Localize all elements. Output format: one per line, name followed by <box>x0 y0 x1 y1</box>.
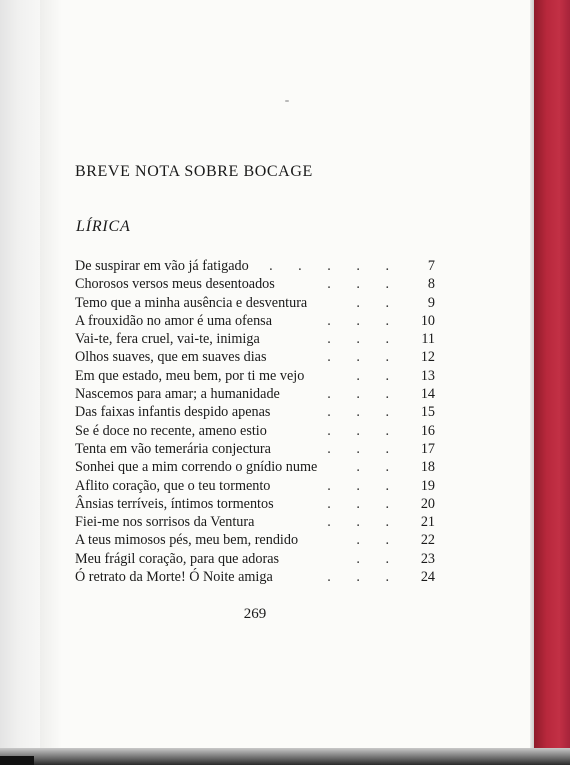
toc-dot-leader: . . . <box>327 312 400 329</box>
toc-entry <box>75 495 435 513</box>
toc-entry-page-number: 24 <box>420 569 435 586</box>
toc-dot-leader: . . . <box>327 276 400 293</box>
subsection-title: LÍRICA <box>76 218 131 235</box>
toc-entry <box>75 458 435 476</box>
toc-entry-title: Chorosos versos meus desentoados <box>75 276 275 293</box>
toc-dot-leader: . . <box>356 294 400 311</box>
toc-entry-title: Das faixas infantis despido apenas <box>75 404 271 421</box>
toc-entry-title: Temo que a minha ausência e desventura <box>75 294 308 311</box>
toc-entry-page-number: 12 <box>420 349 435 366</box>
toc-dot-leader: . . . <box>327 440 400 457</box>
toc-entry-page-number: 19 <box>420 477 435 494</box>
toc-entry <box>75 513 435 531</box>
toc-entry-title: Ânsias terríveis, íntimos tormentos <box>75 495 274 512</box>
toc-entry <box>75 257 435 275</box>
toc-entry-page-number: 20 <box>420 495 435 512</box>
toc-dot-leader: . . . <box>327 495 400 512</box>
toc-entry-title: A frouxidão no amor é uma ofensa <box>75 312 272 329</box>
toc-entry <box>75 550 435 568</box>
toc-entry-title: Tenta em vão temerária conjectura <box>75 440 271 457</box>
toc-dot-leader: . . <box>356 367 400 384</box>
toc-entry-title: De suspirar em vão já fatigado <box>75 258 249 274</box>
toc-dot-leader: . . . <box>327 386 400 403</box>
toc-entry-page-number: 16 <box>420 422 435 439</box>
scan-bottom-edge <box>0 748 570 765</box>
toc-dot-leader: . . . <box>327 404 400 421</box>
toc-entry-page-number: 7 <box>427 258 435 274</box>
toc-dot-leader: . . <box>356 532 400 549</box>
toc-entry-page-number: 18 <box>420 459 435 476</box>
toc-entry <box>75 312 435 330</box>
toc-dot-leader: . . <box>356 459 400 476</box>
toc-entry-page-number: 23 <box>420 550 435 567</box>
toc-entry-page-number: 8 <box>427 276 435 293</box>
toc-entry-page-number: 21 <box>420 514 435 531</box>
section-title: BREVE NOTA SOBRE BOCAGE <box>75 163 313 180</box>
toc-entry-title: A teus mimosos pés, meu bem, rendido <box>75 532 299 549</box>
toc-dot-leader: . . . <box>327 569 400 586</box>
toc-entry <box>75 367 435 385</box>
toc-entry-title: Meu frágil coração, para que adoras <box>75 550 280 567</box>
toc-entry-title: Sonhei que a mim correndo o gnídio nume <box>75 459 318 476</box>
toc-entry <box>75 348 435 366</box>
toc-dot-leader: . . . <box>327 514 400 531</box>
gutter-shadow <box>40 0 62 765</box>
toc-entry <box>75 275 435 293</box>
table-of-contents <box>75 257 435 586</box>
red-book-cover <box>534 0 570 765</box>
toc-entry <box>75 385 435 403</box>
toc-entry <box>75 330 435 348</box>
toc-entry-title: Fiei-me nos sorrisos da Ventura <box>75 514 255 531</box>
toc-entry <box>75 477 435 495</box>
toc-entry <box>75 403 435 421</box>
toc-entry-title: Olhos suaves, que em suaves dias <box>75 349 267 366</box>
toc-entry-title: Ó retrato da Morte! Ó Noite amiga <box>75 569 273 586</box>
toc-dot-leader: . . . <box>327 422 400 439</box>
toc-entry-page-number: 22 <box>420 532 435 549</box>
toc-entry-page-number: 17 <box>420 440 435 457</box>
toc-entry <box>75 568 435 586</box>
toc-entry-page-number: 14 <box>420 386 435 403</box>
toc-dot-leader: . . . <box>327 331 400 348</box>
toc-entry-title: Nascemos para amar; a humanidade <box>75 386 280 403</box>
toc-entry-page-number: 15 <box>420 404 435 421</box>
toc-entry-page-number: 11 <box>421 331 435 348</box>
paper-speck <box>285 100 289 102</box>
toc-entry-title: Vai-te, fera cruel, vai-te, inimiga <box>75 331 260 348</box>
page-number: 269 <box>243 606 267 622</box>
toc-entry <box>75 440 435 458</box>
toc-dot-leader: . . <box>356 550 400 567</box>
toc-entry-title: Aflito coração, que o teu tormento <box>75 477 271 494</box>
toc-entry-title: Em que estado, meu bem, por ti me vejo <box>75 367 305 384</box>
toc-dot-leader: . . . <box>327 477 400 494</box>
toc-entry-title: Se é doce no recente, ameno estio <box>75 422 267 439</box>
toc-entry-page-number: 10 <box>420 312 435 329</box>
scan-bottom-corner <box>0 756 34 765</box>
toc-dot-leader: . . . <box>327 349 400 366</box>
toc-dot-leader: . . . . . <box>269 258 400 274</box>
toc-entry-page-number: 9 <box>427 294 435 311</box>
left-page-edge <box>0 0 40 765</box>
toc-entry <box>75 531 435 549</box>
toc-entry <box>75 294 435 312</box>
toc-entry <box>75 422 435 440</box>
toc-entry-page-number: 13 <box>420 367 435 384</box>
